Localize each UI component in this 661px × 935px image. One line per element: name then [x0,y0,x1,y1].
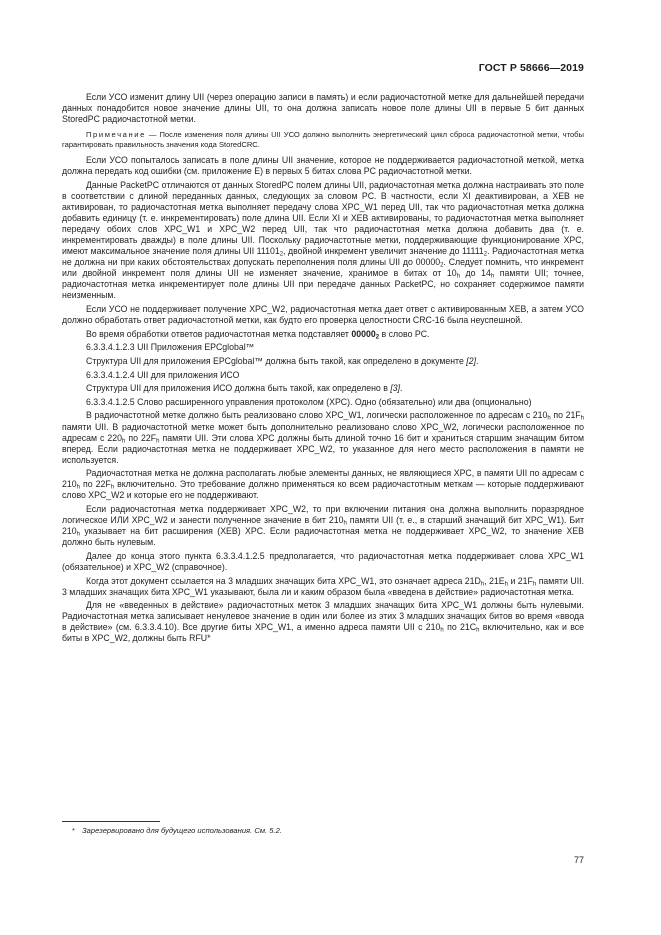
paragraph: Структура UII для приложения EPCglobal™ должна быть такой, как определено в документе [2]. [86,355,479,366]
paragraph: Если УСО изменит длину UII (через операцию записи в память) и если радиочастотной метке для дальнейшей передачи данных понадобится новое значение длины UII, то она должна записать новое поле длины UII в первые 5 бит данных StoredPC радиочастотной метки. [62,92,584,125]
footnote-divider [62,821,160,822]
paragraph: Радиочастотная метка не должна располагать любые элементы данных, не являющиеся XPC, в памяти UII по адресам с $210_h$ по $22F_h$ включительно. Это требование должно применяться ко всем радиочастотным меткам — которые поддерживают слово XPC_W2 и которые его не поддерживают. [62,468,584,501]
paragraph: Если УСО попыталось записать в поле длины UII значение, которое не поддерживается радиочастотной меткой, метка должна передать код ошибки (см. приложение Е) в первых 5 битах слова PC радиочастотной метки. [62,155,584,177]
paragraph: Далее до конца этого пункта 6.3.3.4.1.2.5 предполагается, что радиочастотная метка поддерживает слова XPC_W1 (обязательное) и XPC_W2 (справочное). [62,550,584,572]
paragraph: В радиочастотной метке должно быть реализовано слово XPC_W1, логически расположенное по адресам с $210_h$ по $21F_h$ памяти UII. В радиочастотной метке может быть дополнительно реализовано слово XPC_W2, логически расположенное по адресам с $220_h$ по $22F_h$ памяти UII. Эти слова XPC должны быть длиной точно 16 бит и храниться старшим значащим битом вперед. Если радиочастотная метка не поддерживает XPC_W2, то указанное для него место расположения в памяти не используется. [62,410,584,465]
document-body [62,92,584,647]
paragraph: Структура UII для приложения ИСО должна быть такой, как определено в [3]. [86,383,403,394]
paragraph: Когда этот документ ссылается на 3 младших значащих бита XPC_W1, это означает адреса $21D_h$, $21E_h$ и $21F_h$ памяти UII. 3 младших значащих бита XPC_W1 указывают, была ли и каким образом была «введена в действие» радиочастотная метка. [62,575,585,597]
footnote [62,826,584,836]
paragraph: Для не «введенных в действие» радиочастотных меток 3 младших значащих бита XPC_W1 должны быть нулевыми. Радиочастотная метка записывает ненулевое значение в один или более из этих 3 младших значащих битов во время «ввода в действие» (см. 6.3.3.4.10). Все другие биты XPC_W1, а именно адреса памяти UII с $210_h$ по $21C_h$ включительно, как и все биты в XPC_W2, должны быть RFU* [62,600,584,644]
note-label: Примечание [86,130,146,140]
page-number: 77 [573,855,584,865]
paragraph: Данные PacketPC отличаются от данных StoredPC полем длины UII, радиочастотная метка должна настраивать это поле в соответствии с длиной переданных данных, следующих за словом PC. В частности, если XI деактивирован, а XEB не активирован, то радиочастотная метка выполняет передачу слова XPC_W1 перед UII, так что радиочастотная метка должна добавить единицу (т. е. инкрементировать) поле длина UII. Если XI и XEB активированы, то радиочастотная метка выполняет передачу обоих слов XPC_W1 и XPC_W2 перед UII, так что радиочастотная метка должна добавить два (т. е. инкрементировать дважды) в поле длины UII. Поскольку радиочастотные метки, поддерживающие функционирование XPC, имеют максимальное значение поля длины UII $11101_2$, двойной инкремент увеличит значение до $11111_2$. Радиочастотная метка не должна ни при каких обстоятельствах допускать переполнения поля длины UII до $00000_2$. Следует помнить, что инкремент или двойной инкремент поля длины UII не изменяет значение, хранимое в битах от $10_h$ до $14_h$ памяти UII; точнее, радиочастотная метка инкрементирует поле длины UII при передаче данных PacketPC, но сохраняет содержимое памяти неизменным. [62,179,584,301]
section-heading: 6.3.3.4.1.2.5 Слово расширенного управления протоколом (XPC). Одно (обязательно) или два (опционально) [86,396,532,407]
footnote-mark: * [72,826,75,835]
paragraph: Если УСО не поддерживает получение XPC_W2, радиочастотная метка дает ответ с активированным XEB, а затем УСО должно обработать ответ радиочастотной метки, как будто его проверка целостности CRC-16 была неуспешной. [62,303,584,325]
section-heading: 6.3.3.4.1.2.4 UII для приложения ИСО [86,369,240,380]
paragraph: Во время обработки ответов радиочастотная метка подставляет $00000_2$ в слово PC. [86,328,430,341]
paragraph: Если радиочастотная метка поддерживает XPC_W2, то при включении питания она должна выполнить поразрядное логическое ИЛИ XPC_W2 и занести полученное значение в бит $210_h$ памяти UII (т. е., в старший значащий бит XPC_W1). Бит $210_h$ указывает на бит расширения (XEB) XPC. Если радиочастотная метка не поддерживает XPC_W2, то значение XEB должно быть нулевым. [62,504,584,548]
note: Примечание — После изменения поля длины UII УСО должно выполнить энергетический цикл сброса радиочастотной метки, чтобы гарантировать правильность значения кода StoredCRC. [62,130,584,150]
footnote-text: Зарезервировано для будущего использования. См. 5.2. [82,826,282,835]
section-heading: 6.3.3.4.1.2.3 UII Приложения EPCglobal™ [86,342,255,353]
document-header: ГОСТ Р 58666—2019 [478,62,584,74]
